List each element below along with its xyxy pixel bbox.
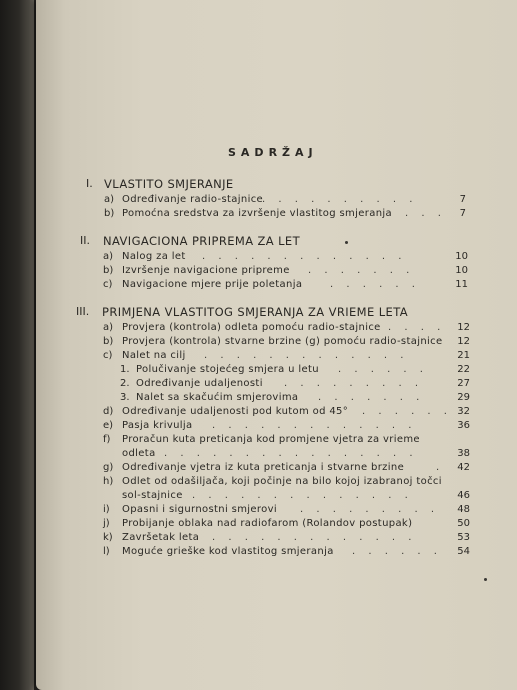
entry-page: 32: [457, 406, 470, 417]
section-title: VLASTITO SMJERANJE: [104, 177, 234, 191]
entry-page: 10: [455, 251, 468, 262]
entry-leader: . . . . . . . . .: [300, 504, 440, 515]
entry-text: Određivanje udaljenosti pod kutom od 45°: [122, 406, 349, 417]
entry-page: 7: [459, 194, 466, 205]
entry-page: 12: [457, 336, 470, 347]
entry-label: 3.: [120, 392, 130, 403]
entry-text: odleta: [122, 448, 156, 459]
entry-page: 21: [457, 350, 470, 361]
entry-label: a): [103, 322, 114, 333]
entry-page: 11: [455, 279, 468, 290]
entry-leader: . . . .: [388, 322, 446, 333]
entry-page: 29: [457, 392, 470, 403]
entry-text: Odlet od odašiljača, koji počinje na bilo kojoj izabranoj točci: [122, 476, 442, 487]
entry-page: 50: [457, 518, 470, 529]
entry-label: h): [103, 476, 114, 487]
entry-page: 12: [457, 322, 470, 333]
entry-text: Provjera (kontrola) stvarne brzine (g) pomoću radio-stajnice: [122, 336, 443, 347]
entry-text: Probijanje oblaka nad radiofarom (Rolandov postupak): [122, 518, 413, 529]
section-heading: [0, 234, 517, 250]
entry-label: c): [103, 350, 113, 361]
entry-label: b): [103, 336, 114, 347]
entry-page: 7: [459, 208, 466, 219]
toc-entry: [0, 546, 517, 562]
section-title: NAVIGACIONA PRIPREMA ZA LET: [103, 234, 301, 248]
entry-leader: . . . . . .: [362, 406, 452, 417]
entry-text: Završetak leta: [122, 532, 200, 543]
entry-label: e): [103, 420, 114, 431]
section-title: PRIMJENA VLASTITOG SMJERANJA ZA VRIEME LETA: [102, 305, 409, 319]
entry-leader: . . . . . . . . . . . . .: [212, 420, 417, 431]
paper-speck: [345, 241, 348, 244]
entry-label: d): [103, 406, 114, 417]
entry-page: 27: [457, 378, 470, 389]
section-number: I.: [86, 177, 93, 190]
entry-text: Pomoćna sredstva za izvršenje vlastitog smjeranja: [122, 208, 392, 219]
entry-page: 48: [457, 504, 470, 515]
entry-text: Opasni i sigurnostni smjerovi: [122, 504, 278, 515]
toc-entry: [0, 279, 517, 295]
entry-leader: . . . . . .: [338, 364, 428, 375]
entry-text: Nalog za let: [122, 251, 186, 262]
entry-text: Proračun kuta preticanja kod promjene vjetra za vrieme: [122, 434, 420, 445]
section-heading: [0, 177, 517, 193]
entry-leader: . . . . . . . . . . . . .: [204, 350, 409, 361]
entry-leader: . . . . . .: [352, 546, 442, 557]
entry-page: 10: [455, 265, 468, 276]
entry-label: l): [103, 546, 110, 557]
entry-page: 22: [457, 364, 470, 375]
entry-label: a): [103, 251, 114, 262]
entry-page: 36: [457, 420, 470, 431]
entry-label: c): [103, 279, 113, 290]
section-heading: [0, 305, 517, 321]
entry-leader: . . . . . . . . .: [284, 378, 424, 389]
entry-text: Nalet sa skačućim smjerovima: [136, 392, 299, 403]
page-title: SADRŽAJ: [228, 146, 318, 159]
entry-label: k): [103, 532, 113, 543]
entry-leader: . . . . . .: [330, 279, 420, 290]
entry-text: Polučivanje stojećeg smjera u letu: [136, 364, 319, 375]
entry-text: Provjera (kontrola) odleta pomoću radio-stajnice: [122, 322, 381, 333]
entry-text: Određivanje udaljenosti: [136, 378, 263, 389]
entry-label: g): [103, 462, 114, 473]
entry-label: 1.: [120, 364, 130, 375]
entry-label: f): [103, 434, 111, 445]
entry-text: Navigacione mjere prije poletanja: [122, 279, 303, 290]
entry-text: sol-stajnice: [122, 490, 183, 501]
entry-label: b): [104, 208, 115, 219]
entry-label: 2.: [120, 378, 130, 389]
entry-text: Izvršenje navigacione pripreme: [122, 265, 290, 276]
paper-speck: [484, 578, 487, 581]
entry-label: b): [103, 265, 114, 276]
entry-page: 46: [457, 490, 470, 501]
entry-page: 38: [457, 448, 470, 459]
entry-text: Moguće grieške kod vlastitog smjeranja: [122, 546, 334, 557]
entry-leader: . . . . . . . . . . . . . . . .: [164, 448, 418, 459]
entry-page: 54: [457, 546, 470, 557]
entry-page: 53: [457, 532, 470, 543]
entry-text: Pasja krivulja: [122, 420, 193, 431]
entry-leader: . . . . . . .: [318, 392, 425, 403]
entry-leader: . . . . . . . . . .: [262, 194, 418, 205]
entry-leader: . . . . . . . . . . . . . .: [192, 490, 413, 501]
entry-leader: . . . . . . .: [308, 265, 415, 276]
entry-text: Određivanje vjetra iz kuta preticanja i stvarne brzine: [122, 462, 405, 473]
toc-entry: [0, 208, 517, 224]
entry-text: Određivanje radio-stajnice: [122, 194, 264, 205]
entry-leader: . . . . . . . . . . . . .: [212, 532, 417, 543]
entry-leader: . . .: [405, 208, 446, 219]
entry-leader: .: [436, 462, 445, 473]
section-number: III.: [76, 305, 90, 318]
entry-label: a): [104, 194, 115, 205]
entry-page: 42: [457, 462, 470, 473]
entry-label: i): [103, 504, 110, 515]
entry-label: j): [103, 518, 110, 529]
entry-leader: . . . . . . . . . . . . .: [202, 251, 407, 262]
section-number: II.: [80, 234, 90, 247]
entry-text: Nalet na cilj: [122, 350, 186, 361]
